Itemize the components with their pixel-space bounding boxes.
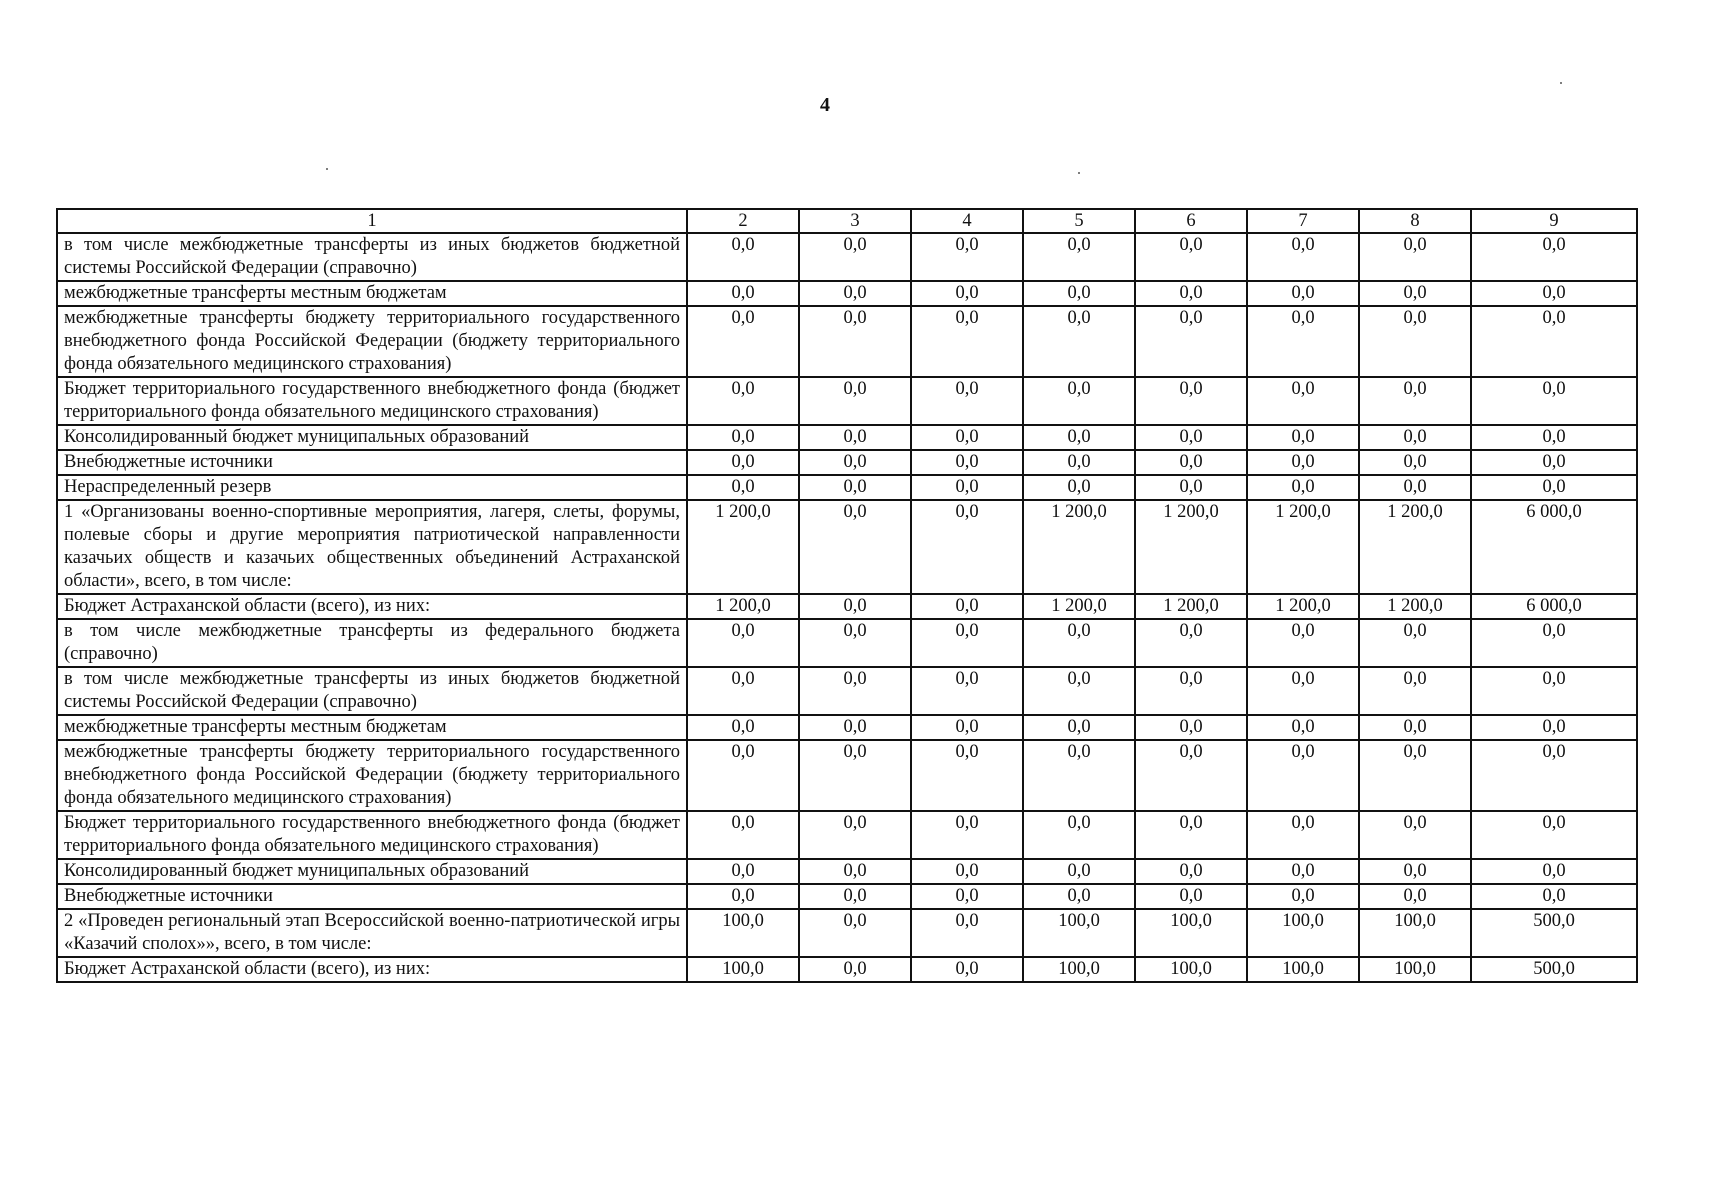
row-value: 100,0 xyxy=(1247,909,1359,957)
row-value: 0,0 xyxy=(799,281,911,306)
row-value: 0,0 xyxy=(911,306,1023,377)
row-value: 0,0 xyxy=(1023,450,1135,475)
row-value: 0,0 xyxy=(1247,811,1359,859)
row-value: 0,0 xyxy=(1471,619,1637,667)
column-header: 3 xyxy=(799,209,911,233)
row-value: 1 200,0 xyxy=(1023,500,1135,594)
row-value: 0,0 xyxy=(911,957,1023,982)
row-label: Бюджет территориального государственного внебюджетного фонда (бюджет территориального фонда обязательного медицинского страхования) xyxy=(57,811,687,859)
row-value: 0,0 xyxy=(1359,306,1471,377)
row-value: 0,0 xyxy=(1471,281,1637,306)
row-value: 0,0 xyxy=(911,859,1023,884)
row-value: 0,0 xyxy=(799,957,911,982)
row-value: 0,0 xyxy=(799,811,911,859)
row-value: 100,0 xyxy=(1359,909,1471,957)
row-value: 0,0 xyxy=(911,594,1023,619)
row-label: Нераспределенный резерв xyxy=(57,475,687,500)
table-row xyxy=(57,500,1637,594)
row-value: 0,0 xyxy=(687,233,799,281)
row-value: 0,0 xyxy=(911,909,1023,957)
row-value: 0,0 xyxy=(1135,884,1247,909)
row-value: 0,0 xyxy=(1359,884,1471,909)
row-value: 0,0 xyxy=(799,500,911,594)
row-value: 100,0 xyxy=(1359,957,1471,982)
row-value: 0,0 xyxy=(911,281,1023,306)
row-value: 0,0 xyxy=(1135,740,1247,811)
row-value: 0,0 xyxy=(687,450,799,475)
row-value: 6 000,0 xyxy=(1471,594,1637,619)
row-value: 0,0 xyxy=(1023,811,1135,859)
scan-speck xyxy=(326,168,328,170)
row-value: 0,0 xyxy=(1471,450,1637,475)
row-value: 0,0 xyxy=(1359,475,1471,500)
row-value: 0,0 xyxy=(1247,281,1359,306)
row-value: 100,0 xyxy=(1023,957,1135,982)
row-value: 0,0 xyxy=(911,475,1023,500)
table-row xyxy=(57,233,1637,281)
row-value: 0,0 xyxy=(799,740,911,811)
row-label: Бюджет Астраханской области (всего), из них: xyxy=(57,957,687,982)
row-value: 0,0 xyxy=(1359,715,1471,740)
table-row xyxy=(57,377,1637,425)
row-value: 0,0 xyxy=(799,475,911,500)
row-value: 0,0 xyxy=(1471,306,1637,377)
row-value: 0,0 xyxy=(687,377,799,425)
row-value: 0,0 xyxy=(1023,377,1135,425)
row-value: 1 200,0 xyxy=(1359,500,1471,594)
row-value: 1 200,0 xyxy=(687,500,799,594)
row-label: Внебюджетные источники xyxy=(57,450,687,475)
table-body xyxy=(57,233,1637,982)
row-label: в том числе межбюджетные трансферты из иных бюджетов бюджетной системы Российской Федерации (справочно) xyxy=(57,667,687,715)
table-row xyxy=(57,715,1637,740)
row-value: 0,0 xyxy=(687,884,799,909)
row-value: 6 000,0 xyxy=(1471,500,1637,594)
row-value: 0,0 xyxy=(911,811,1023,859)
row-value: 500,0 xyxy=(1471,909,1637,957)
row-value: 0,0 xyxy=(1247,740,1359,811)
row-label: Внебюджетные источники xyxy=(57,884,687,909)
row-label: в том числе межбюджетные трансферты из иных бюджетов бюджетной системы Российской Федерации (справочно) xyxy=(57,233,687,281)
row-value: 0,0 xyxy=(1023,715,1135,740)
row-value: 0,0 xyxy=(1135,667,1247,715)
row-label: Бюджет территориального государственного внебюджетного фонда (бюджет территориального фонда обязательного медицинского страхования) xyxy=(57,377,687,425)
row-value: 0,0 xyxy=(1471,377,1637,425)
row-label: межбюджетные трансферты бюджету территориального государственного внебюджетного фонда Российской Федерации (бюджету территориального фонда обязательного медицинского страхования) xyxy=(57,740,687,811)
row-value: 0,0 xyxy=(1359,450,1471,475)
row-label: Консолидированный бюджет муниципальных образований xyxy=(57,859,687,884)
row-value: 0,0 xyxy=(1135,233,1247,281)
row-value: 0,0 xyxy=(799,715,911,740)
row-value: 0,0 xyxy=(1359,377,1471,425)
row-value: 0,0 xyxy=(911,377,1023,425)
row-value: 0,0 xyxy=(1023,233,1135,281)
row-value: 0,0 xyxy=(1135,377,1247,425)
table-row xyxy=(57,909,1637,957)
table-row xyxy=(57,859,1637,884)
row-value: 0,0 xyxy=(1471,233,1637,281)
row-value: 0,0 xyxy=(1247,450,1359,475)
row-value: 0,0 xyxy=(799,594,911,619)
table-row xyxy=(57,306,1637,377)
column-header: 2 xyxy=(687,209,799,233)
row-value: 0,0 xyxy=(1247,619,1359,667)
row-value: 0,0 xyxy=(1023,859,1135,884)
row-value: 0,0 xyxy=(1471,475,1637,500)
table-row xyxy=(57,475,1637,500)
row-value: 0,0 xyxy=(1247,377,1359,425)
row-value: 0,0 xyxy=(799,884,911,909)
row-label: межбюджетные трансферты местным бюджетам xyxy=(57,715,687,740)
row-value: 0,0 xyxy=(799,450,911,475)
row-value: 0,0 xyxy=(911,450,1023,475)
row-value: 0,0 xyxy=(1247,475,1359,500)
scan-speck xyxy=(1560,82,1562,84)
row-value: 0,0 xyxy=(911,425,1023,450)
row-value: 0,0 xyxy=(799,377,911,425)
table-row xyxy=(57,281,1637,306)
row-value: 0,0 xyxy=(1471,811,1637,859)
row-value: 100,0 xyxy=(687,909,799,957)
row-value: 100,0 xyxy=(1023,909,1135,957)
row-value: 0,0 xyxy=(687,425,799,450)
row-value: 0,0 xyxy=(1135,811,1247,859)
row-value: 0,0 xyxy=(1247,884,1359,909)
row-value: 0,0 xyxy=(911,233,1023,281)
row-value: 0,0 xyxy=(1359,425,1471,450)
row-value: 0,0 xyxy=(1471,740,1637,811)
row-value: 0,0 xyxy=(1023,306,1135,377)
row-value: 0,0 xyxy=(1359,619,1471,667)
row-value: 0,0 xyxy=(911,667,1023,715)
row-value: 1 200,0 xyxy=(1359,594,1471,619)
row-value: 0,0 xyxy=(911,500,1023,594)
row-value: 0,0 xyxy=(687,281,799,306)
row-value: 0,0 xyxy=(1247,715,1359,740)
row-value: 0,0 xyxy=(911,884,1023,909)
row-value: 0,0 xyxy=(1471,884,1637,909)
row-value: 0,0 xyxy=(1135,450,1247,475)
row-value: 0,0 xyxy=(1247,667,1359,715)
row-value: 0,0 xyxy=(911,619,1023,667)
row-value: 1 200,0 xyxy=(1247,594,1359,619)
table-row xyxy=(57,450,1637,475)
row-value: 0,0 xyxy=(1359,667,1471,715)
column-header: 8 xyxy=(1359,209,1471,233)
row-label: межбюджетные трансферты бюджету территориального государственного внебюджетного фонда Российской Федерации (бюджету территориального фонда обязательного медицинского страхования) xyxy=(57,306,687,377)
row-value: 0,0 xyxy=(1359,740,1471,811)
row-value: 0,0 xyxy=(1023,475,1135,500)
row-value: 1 200,0 xyxy=(1023,594,1135,619)
row-value: 0,0 xyxy=(1247,233,1359,281)
row-value: 0,0 xyxy=(1023,425,1135,450)
row-value: 0,0 xyxy=(1023,740,1135,811)
row-value: 0,0 xyxy=(799,233,911,281)
row-value: 0,0 xyxy=(799,425,911,450)
row-value: 0,0 xyxy=(687,619,799,667)
table-row xyxy=(57,425,1637,450)
page-number: 4 xyxy=(820,94,830,116)
row-label: Консолидированный бюджет муниципальных образований xyxy=(57,425,687,450)
table-row xyxy=(57,619,1637,667)
row-value: 1 200,0 xyxy=(1135,594,1247,619)
row-value: 0,0 xyxy=(799,667,911,715)
row-value: 0,0 xyxy=(1023,667,1135,715)
column-header: 7 xyxy=(1247,209,1359,233)
row-value: 0,0 xyxy=(1359,859,1471,884)
row-label: 1 «Организованы военно-спортивные мероприятия, лагеря, слеты, форумы, полевые сборы и другие мероприятия патриотической направленности казачьих обществ и казачьих общественных объединений Астраханской области», всего, в том числе: xyxy=(57,500,687,594)
row-value: 0,0 xyxy=(1471,859,1637,884)
row-value: 0,0 xyxy=(799,909,911,957)
row-value: 100,0 xyxy=(1135,957,1247,982)
row-value: 500,0 xyxy=(1471,957,1637,982)
table-row xyxy=(57,884,1637,909)
row-value: 0,0 xyxy=(1135,281,1247,306)
row-value: 0,0 xyxy=(1135,475,1247,500)
table-row xyxy=(57,740,1637,811)
row-value: 0,0 xyxy=(911,740,1023,811)
row-value: 0,0 xyxy=(1135,306,1247,377)
budget-table xyxy=(56,208,1638,983)
column-header: 9 xyxy=(1471,209,1637,233)
row-value: 0,0 xyxy=(1135,715,1247,740)
row-value: 0,0 xyxy=(1247,425,1359,450)
row-value: 0,0 xyxy=(799,619,911,667)
row-value: 0,0 xyxy=(1247,306,1359,377)
row-value: 0,0 xyxy=(1135,859,1247,884)
row-value: 1 200,0 xyxy=(1247,500,1359,594)
column-header: 1 xyxy=(57,209,687,233)
column-header: 4 xyxy=(911,209,1023,233)
table-row xyxy=(57,811,1637,859)
row-value: 100,0 xyxy=(687,957,799,982)
row-label: Бюджет Астраханской области (всего), из них: xyxy=(57,594,687,619)
row-value: 0,0 xyxy=(799,859,911,884)
row-value: 1 200,0 xyxy=(1135,500,1247,594)
row-value: 0,0 xyxy=(1359,811,1471,859)
table-row xyxy=(57,594,1637,619)
row-value: 0,0 xyxy=(1359,281,1471,306)
row-value: 0,0 xyxy=(1471,715,1637,740)
row-value: 0,0 xyxy=(1023,884,1135,909)
row-value: 0,0 xyxy=(1135,619,1247,667)
row-value: 100,0 xyxy=(1135,909,1247,957)
row-value: 0,0 xyxy=(687,475,799,500)
row-value: 0,0 xyxy=(687,306,799,377)
row-value: 0,0 xyxy=(1023,281,1135,306)
row-value: 0,0 xyxy=(687,859,799,884)
row-value: 0,0 xyxy=(1023,619,1135,667)
row-value: 0,0 xyxy=(687,715,799,740)
column-header: 5 xyxy=(1023,209,1135,233)
scan-speck xyxy=(1078,172,1080,174)
row-label: в том числе межбюджетные трансферты из федерального бюджета (справочно) xyxy=(57,619,687,667)
row-value: 0,0 xyxy=(1135,425,1247,450)
row-value: 0,0 xyxy=(911,715,1023,740)
row-value: 100,0 xyxy=(1247,957,1359,982)
row-value: 0,0 xyxy=(687,667,799,715)
table-row xyxy=(57,957,1637,982)
row-label: 2 «Проведен региональный этап Всероссийской военно-патриотической игры «Казачий сполох»», всего, в том числе: xyxy=(57,909,687,957)
row-value: 0,0 xyxy=(1359,233,1471,281)
row-value: 0,0 xyxy=(1471,667,1637,715)
table-row xyxy=(57,667,1637,715)
row-value: 0,0 xyxy=(687,811,799,859)
row-value: 0,0 xyxy=(1247,859,1359,884)
row-label: межбюджетные трансферты местным бюджетам xyxy=(57,281,687,306)
table-header-row xyxy=(57,209,1637,233)
row-value: 0,0 xyxy=(1471,425,1637,450)
column-header: 6 xyxy=(1135,209,1247,233)
row-value: 0,0 xyxy=(799,306,911,377)
row-value: 0,0 xyxy=(687,740,799,811)
row-value: 1 200,0 xyxy=(687,594,799,619)
